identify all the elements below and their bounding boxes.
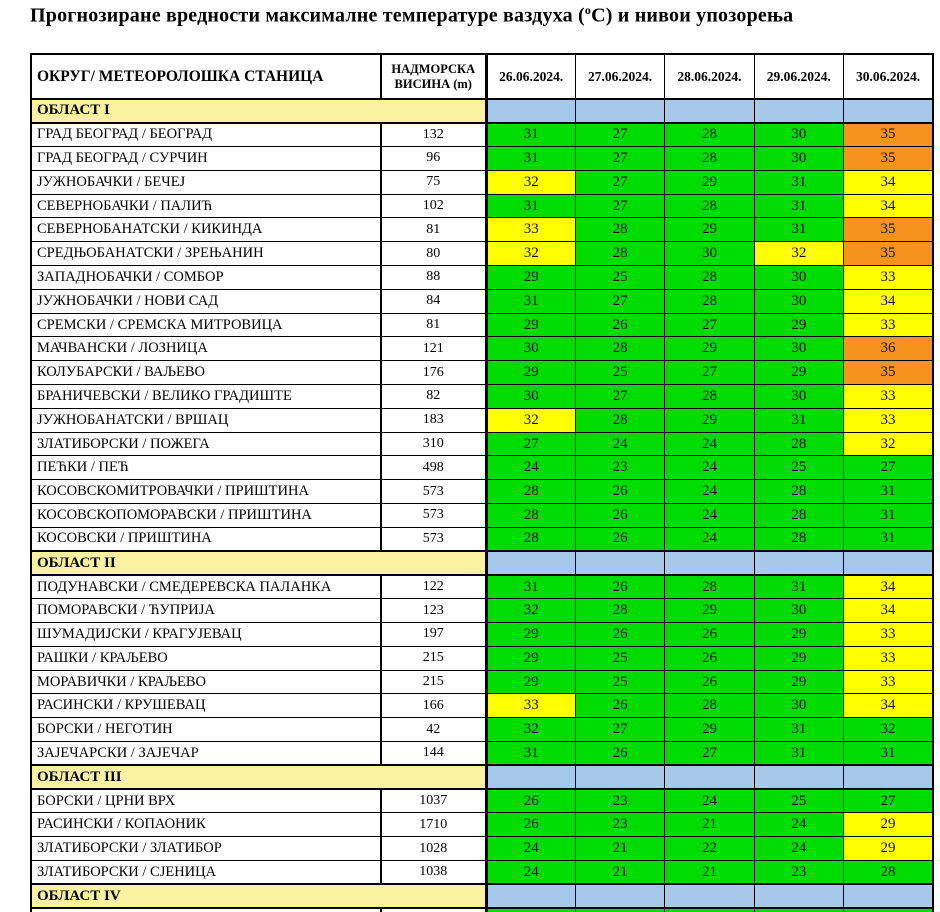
temp-cell: 29 bbox=[754, 670, 843, 694]
temp-cell: 35 bbox=[844, 242, 933, 266]
table-row bbox=[31, 170, 933, 194]
temp-cell: 25 bbox=[754, 789, 843, 813]
temp-cell: 26 bbox=[575, 742, 664, 766]
table-body bbox=[31, 99, 933, 912]
temp-cell: 28 bbox=[575, 242, 664, 266]
temp-cell: 31 bbox=[754, 718, 843, 742]
temp-cell: 35 bbox=[844, 147, 933, 171]
station-cell: РАСИНСКИ / КРУШЕВАЦ bbox=[31, 694, 381, 718]
temp-cell: 31 bbox=[754, 194, 843, 218]
temp-cell: 36 bbox=[844, 337, 933, 361]
temp-cell: 27 bbox=[665, 313, 754, 337]
page-title bbox=[30, 3, 935, 28]
altitude-cell: 81 bbox=[381, 218, 486, 242]
temp-cell: 28 bbox=[754, 480, 843, 504]
temp-cell: 28 bbox=[665, 123, 754, 147]
temp-cell: 25 bbox=[575, 646, 664, 670]
temp-cell: 29 bbox=[754, 646, 843, 670]
station-cell: СРЕДЊОБАНАТСКИ / ЗРЕЊАНИН bbox=[31, 242, 381, 266]
temp-cell: 31 bbox=[754, 742, 843, 766]
temp-cell: 31 bbox=[754, 575, 843, 599]
temp-cell: 26 bbox=[575, 694, 664, 718]
station-cell: БОРСКИ / ЦРНИ ВРХ bbox=[31, 789, 381, 813]
temp-cell: 27 bbox=[575, 289, 664, 313]
temp-cell: 27 bbox=[844, 789, 933, 813]
temp-cell: 30 bbox=[754, 147, 843, 171]
temp-cell: 31 bbox=[754, 408, 843, 432]
temp-cell: 26 bbox=[575, 504, 664, 528]
temp-cell: 35 bbox=[844, 218, 933, 242]
temp-cell: 28 bbox=[575, 599, 664, 623]
table-row bbox=[31, 218, 933, 242]
temp-cell: 32 bbox=[486, 170, 575, 194]
temp-cell: 24 bbox=[754, 813, 843, 837]
section-date-cell bbox=[665, 765, 754, 789]
temp-cell: 32 bbox=[486, 599, 575, 623]
temp-cell: 27 bbox=[486, 432, 575, 456]
station-cell: ПОМОРАВСКИ / ЋУПРИЈА bbox=[31, 599, 381, 623]
section-label: ОБЛАСТ I bbox=[31, 99, 486, 123]
temp-cell: 29 bbox=[665, 408, 754, 432]
table-row bbox=[31, 480, 933, 504]
temp-cell: 33 bbox=[844, 408, 933, 432]
altitude-cell: 75 bbox=[381, 170, 486, 194]
temp-cell: 35 bbox=[844, 123, 933, 147]
altitude-cell: 81 bbox=[381, 313, 486, 337]
temp-cell: 33 bbox=[844, 266, 933, 290]
table-row bbox=[31, 313, 933, 337]
station-cell: СРЕМСКИ / СРЕМСКА МИТРОВИЦА bbox=[31, 313, 381, 337]
table-row bbox=[31, 789, 933, 813]
temp-cell: 31 bbox=[486, 123, 575, 147]
station-cell: КОСОВСКОПОМОРАВСКИ / ПРИШТИНА bbox=[31, 504, 381, 528]
station-cell: РАШКИ / КРАЉЕВО bbox=[31, 646, 381, 670]
temp-cell: 34 bbox=[844, 599, 933, 623]
temp-cell: 31 bbox=[754, 218, 843, 242]
temp-cell: 30 bbox=[486, 337, 575, 361]
station-cell: БОРСКИ / НЕГОТИН bbox=[31, 718, 381, 742]
date-column-header: 28.06.2024. bbox=[665, 54, 754, 99]
table-row bbox=[31, 861, 933, 885]
temp-cell: 27 bbox=[575, 170, 664, 194]
altitude-cell: 122 bbox=[381, 575, 486, 599]
temp-cell: 28 bbox=[486, 504, 575, 528]
section-date-cell bbox=[844, 765, 933, 789]
station-cell: СЕВЕРНОБАНАТСКИ / КИКИНДА bbox=[31, 218, 381, 242]
temp-cell: 28 bbox=[486, 527, 575, 551]
temp-cell: 26 bbox=[575, 313, 664, 337]
altitude-cell: 88 bbox=[381, 266, 486, 290]
temp-cell: 26 bbox=[575, 575, 664, 599]
temp-cell: 26 bbox=[575, 623, 664, 647]
table-header bbox=[31, 54, 933, 99]
table-row bbox=[31, 408, 933, 432]
temp-cell: 25 bbox=[575, 266, 664, 290]
altitude-cell: 573 bbox=[381, 527, 486, 551]
temp-cell: 28 bbox=[665, 385, 754, 409]
temp-cell: 28 bbox=[665, 194, 754, 218]
altitude-cell: 123 bbox=[381, 599, 486, 623]
temp-cell: 28 bbox=[665, 289, 754, 313]
temp-cell: 34 bbox=[844, 170, 933, 194]
temp-cell bbox=[754, 908, 843, 912]
temp-cell: 28 bbox=[575, 218, 664, 242]
date-column-header: 30.06.2024. bbox=[844, 54, 933, 99]
temp-cell: 23 bbox=[575, 813, 664, 837]
altitude-cell: 42 bbox=[381, 718, 486, 742]
table-row bbox=[31, 646, 933, 670]
table-row bbox=[31, 813, 933, 837]
section-date-cell bbox=[754, 99, 843, 123]
section-label: ОБЛАСТ III bbox=[31, 765, 486, 789]
temp-cell: 27 bbox=[665, 742, 754, 766]
temp-cell: 27 bbox=[665, 361, 754, 385]
altitude-cell: 1037 bbox=[381, 789, 486, 813]
temp-cell: 33 bbox=[844, 670, 933, 694]
temp-cell: 31 bbox=[844, 527, 933, 551]
temp-cell bbox=[486, 908, 575, 912]
station-cell: СЕВЕРНОБАЧКИ / ПАЛИЋ bbox=[31, 194, 381, 218]
temp-cell: 29 bbox=[665, 218, 754, 242]
altitude-header-line2: ВИСИНА (m) bbox=[394, 76, 472, 91]
temp-cell: 30 bbox=[754, 289, 843, 313]
temp-cell: 24 bbox=[665, 789, 754, 813]
table-row bbox=[31, 504, 933, 528]
temp-cell: 24 bbox=[486, 861, 575, 885]
station-cell: ЈУЖНОБАЧКИ / НОВИ САД bbox=[31, 289, 381, 313]
altitude-cell: 197 bbox=[381, 623, 486, 647]
temp-cell: 33 bbox=[486, 694, 575, 718]
station-cell: КОСОВСКИ / ПРИШТИНА bbox=[31, 527, 381, 551]
station-cell: ЗАЈЕЧАРСКИ / ЗАЈЕЧАР bbox=[31, 742, 381, 766]
table-row bbox=[31, 266, 933, 290]
date-column-header: 26.06.2024. bbox=[486, 54, 575, 99]
table-row bbox=[31, 337, 933, 361]
temp-cell: 29 bbox=[486, 670, 575, 694]
station-cell bbox=[31, 908, 381, 912]
section-date-cell bbox=[486, 551, 575, 575]
header-row bbox=[31, 54, 933, 99]
section-date-cell bbox=[754, 884, 843, 908]
altitude-cell: 82 bbox=[381, 385, 486, 409]
temp-cell: 32 bbox=[844, 718, 933, 742]
section-date-cell bbox=[575, 884, 664, 908]
temp-cell: 27 bbox=[575, 123, 664, 147]
temp-cell: 30 bbox=[754, 337, 843, 361]
section-date-cell bbox=[665, 884, 754, 908]
temp-cell: 31 bbox=[486, 194, 575, 218]
temp-cell bbox=[844, 908, 933, 912]
section-row bbox=[31, 551, 933, 575]
temp-cell: 30 bbox=[754, 599, 843, 623]
temp-cell: 29 bbox=[754, 313, 843, 337]
temp-cell: 26 bbox=[486, 813, 575, 837]
temp-cell: 22 bbox=[665, 837, 754, 861]
table-row bbox=[31, 147, 933, 171]
date-column-header: 29.06.2024. bbox=[754, 54, 843, 99]
table-row bbox=[31, 575, 933, 599]
temp-cell: 24 bbox=[486, 837, 575, 861]
section-label: ОБЛАСТ II bbox=[31, 551, 486, 575]
temp-cell: 29 bbox=[486, 313, 575, 337]
temp-cell: 26 bbox=[665, 670, 754, 694]
temp-cell: 24 bbox=[754, 837, 843, 861]
temp-cell: 24 bbox=[665, 480, 754, 504]
station-cell: ЗЛАТИБОРСКИ / ЗЛАТИБОР bbox=[31, 837, 381, 861]
section-date-cell bbox=[844, 884, 933, 908]
temp-cell: 31 bbox=[844, 480, 933, 504]
temp-cell: 30 bbox=[486, 385, 575, 409]
temp-cell: 28 bbox=[665, 266, 754, 290]
temp-cell: 29 bbox=[486, 266, 575, 290]
temp-cell: 28 bbox=[665, 694, 754, 718]
temp-cell: 34 bbox=[844, 694, 933, 718]
date-column-header: 27.06.2024. bbox=[575, 54, 664, 99]
temp-cell: 28 bbox=[844, 861, 933, 885]
temp-cell: 31 bbox=[486, 147, 575, 171]
altitude-header-line1: НАДМОРСКА bbox=[391, 61, 476, 76]
section-date-cell bbox=[575, 551, 664, 575]
temp-cell: 27 bbox=[844, 456, 933, 480]
table-row bbox=[31, 837, 933, 861]
section-row bbox=[31, 99, 933, 123]
temp-cell: 25 bbox=[575, 670, 664, 694]
altitude-cell: 1028 bbox=[381, 837, 486, 861]
table-row bbox=[31, 527, 933, 551]
section-date-cell bbox=[665, 551, 754, 575]
temp-cell: 31 bbox=[486, 289, 575, 313]
altitude-cell: 144 bbox=[381, 742, 486, 766]
temp-cell: 27 bbox=[575, 718, 664, 742]
temp-cell: 27 bbox=[575, 147, 664, 171]
altitude-cell: 1038 bbox=[381, 861, 486, 885]
partial-row bbox=[31, 908, 933, 912]
section-date-cell bbox=[486, 99, 575, 123]
temp-cell: 21 bbox=[575, 861, 664, 885]
temp-cell: 21 bbox=[575, 837, 664, 861]
station-cell: ЈУЖНОБАНАТСКИ / ВРШАЦ bbox=[31, 408, 381, 432]
table-row bbox=[31, 194, 933, 218]
temp-cell: 28 bbox=[665, 147, 754, 171]
temp-cell: 26 bbox=[575, 527, 664, 551]
temp-cell: 27 bbox=[575, 385, 664, 409]
station-cell: ЗАПАДНОБАЧКИ / СОМБОР bbox=[31, 266, 381, 290]
temp-cell: 21 bbox=[665, 813, 754, 837]
temp-cell: 31 bbox=[754, 170, 843, 194]
temp-cell: 33 bbox=[844, 623, 933, 647]
temp-cell: 29 bbox=[754, 623, 843, 647]
temp-cell: 34 bbox=[844, 575, 933, 599]
station-cell: ШУМАДИЈСКИ / КРАГУЈЕВАЦ bbox=[31, 623, 381, 647]
altitude-cell: 215 bbox=[381, 670, 486, 694]
degree-superscript: о bbox=[584, 3, 592, 17]
table-row bbox=[31, 242, 933, 266]
table-row bbox=[31, 385, 933, 409]
temp-cell: 24 bbox=[486, 456, 575, 480]
station-column-header: ОКРУГ/ МЕТЕОРОЛОШКА СТАНИЦА bbox=[31, 54, 381, 99]
station-cell: ПЕЋКИ / ПЕЋ bbox=[31, 456, 381, 480]
temp-cell: 24 bbox=[665, 456, 754, 480]
temp-cell: 30 bbox=[754, 123, 843, 147]
table-row bbox=[31, 670, 933, 694]
table-row bbox=[31, 456, 933, 480]
table-row bbox=[31, 718, 933, 742]
temp-cell: 24 bbox=[665, 504, 754, 528]
altitude-cell: 102 bbox=[381, 194, 486, 218]
temp-cell: 29 bbox=[486, 646, 575, 670]
temp-cell: 29 bbox=[844, 837, 933, 861]
temp-cell: 28 bbox=[575, 408, 664, 432]
temp-cell: 21 bbox=[665, 861, 754, 885]
section-row bbox=[31, 765, 933, 789]
temp-cell: 29 bbox=[665, 337, 754, 361]
temp-cell: 29 bbox=[486, 623, 575, 647]
station-cell: КОЛУБАРСКИ / ВАЉЕВО bbox=[31, 361, 381, 385]
table-row bbox=[31, 123, 933, 147]
temp-cell: 32 bbox=[486, 718, 575, 742]
temp-cell: 29 bbox=[665, 599, 754, 623]
temp-cell bbox=[665, 908, 754, 912]
temp-cell: 31 bbox=[486, 575, 575, 599]
temp-cell: 23 bbox=[575, 789, 664, 813]
temp-cell: 30 bbox=[665, 242, 754, 266]
station-cell: МОРАВИЧКИ / КРАЉЕВО bbox=[31, 670, 381, 694]
altitude-cell bbox=[381, 908, 486, 912]
temp-cell: 25 bbox=[575, 361, 664, 385]
station-cell: МАЧВАНСКИ / ЛОЗНИЦА bbox=[31, 337, 381, 361]
table-row bbox=[31, 623, 933, 647]
table-row bbox=[31, 289, 933, 313]
temp-cell: 28 bbox=[665, 575, 754, 599]
station-cell: ЗЛАТИБОРСКИ / СЈЕНИЦА bbox=[31, 861, 381, 885]
altitude-cell: 183 bbox=[381, 408, 486, 432]
section-date-cell bbox=[844, 99, 933, 123]
temp-cell: 29 bbox=[665, 170, 754, 194]
table-row bbox=[31, 694, 933, 718]
temp-cell: 30 bbox=[754, 694, 843, 718]
temp-cell: 28 bbox=[754, 432, 843, 456]
temp-cell: 31 bbox=[486, 742, 575, 766]
temp-cell: 33 bbox=[844, 385, 933, 409]
section-date-cell bbox=[754, 551, 843, 575]
altitude-cell: 166 bbox=[381, 694, 486, 718]
temp-cell: 34 bbox=[844, 194, 933, 218]
temp-cell: 23 bbox=[754, 861, 843, 885]
page-title-text: Прогнозиране вредности максималне температуре ваздуха ( bbox=[30, 4, 585, 27]
temp-cell: 28 bbox=[486, 480, 575, 504]
temp-cell: 28 bbox=[754, 527, 843, 551]
station-cell: ГРАД БЕОГРАД / СУРЧИН bbox=[31, 147, 381, 171]
section-label: ОБЛАСТ IV bbox=[31, 884, 486, 908]
temp-cell: 32 bbox=[754, 242, 843, 266]
temp-cell: 33 bbox=[844, 313, 933, 337]
altitude-column-header bbox=[381, 54, 486, 99]
table-row bbox=[31, 742, 933, 766]
temp-cell: 31 bbox=[844, 742, 933, 766]
temp-cell: 24 bbox=[665, 432, 754, 456]
altitude-cell: 573 bbox=[381, 480, 486, 504]
temp-cell: 30 bbox=[754, 266, 843, 290]
altitude-cell: 573 bbox=[381, 504, 486, 528]
altitude-cell: 1710 bbox=[381, 813, 486, 837]
temp-cell: 34 bbox=[844, 289, 933, 313]
temp-cell: 33 bbox=[844, 646, 933, 670]
section-row bbox=[31, 884, 933, 908]
temp-cell: 29 bbox=[665, 718, 754, 742]
altitude-cell: 498 bbox=[381, 456, 486, 480]
section-date-cell bbox=[486, 884, 575, 908]
temp-cell bbox=[575, 908, 664, 912]
altitude-cell: 132 bbox=[381, 123, 486, 147]
section-date-cell bbox=[665, 99, 754, 123]
temp-cell: 24 bbox=[575, 432, 664, 456]
temp-cell: 25 bbox=[754, 456, 843, 480]
station-cell: КОСОВСКОМИТРОВАЧКИ / ПРИШТИНА bbox=[31, 480, 381, 504]
altitude-cell: 310 bbox=[381, 432, 486, 456]
temp-cell: 24 bbox=[665, 527, 754, 551]
temp-cell: 23 bbox=[575, 456, 664, 480]
temp-cell: 29 bbox=[754, 361, 843, 385]
table-row bbox=[31, 432, 933, 456]
forecast-table-wrapper bbox=[30, 53, 936, 912]
temp-cell: 29 bbox=[486, 361, 575, 385]
temp-cell: 31 bbox=[844, 504, 933, 528]
section-date-cell bbox=[575, 99, 664, 123]
temp-cell: 29 bbox=[844, 813, 933, 837]
temp-cell: 26 bbox=[665, 646, 754, 670]
station-cell: ЗЛАТИБОРСКИ / ПОЖЕГА bbox=[31, 432, 381, 456]
table-row bbox=[31, 361, 933, 385]
temp-cell: 35 bbox=[844, 361, 933, 385]
temp-cell: 28 bbox=[575, 337, 664, 361]
table-row bbox=[31, 599, 933, 623]
altitude-cell: 215 bbox=[381, 646, 486, 670]
forecast-table bbox=[30, 53, 934, 912]
altitude-cell: 121 bbox=[381, 337, 486, 361]
section-date-cell bbox=[575, 765, 664, 789]
station-cell: БРАНИЧЕВСКИ / ВЕЛИКО ГРАДИШТЕ bbox=[31, 385, 381, 409]
temp-cell: 27 bbox=[575, 194, 664, 218]
station-cell: ПОДУНАВСКИ / СМЕДЕРЕВСКА ПАЛАНКА bbox=[31, 575, 381, 599]
altitude-cell: 80 bbox=[381, 242, 486, 266]
section-date-cell bbox=[486, 765, 575, 789]
altitude-cell: 96 bbox=[381, 147, 486, 171]
station-cell: РАСИНСКИ / КОПАОНИК bbox=[31, 813, 381, 837]
station-cell: ГРАД БЕОГРАД / БЕОГРАД bbox=[31, 123, 381, 147]
temp-cell: 28 bbox=[754, 504, 843, 528]
altitude-cell: 176 bbox=[381, 361, 486, 385]
station-cell: ЈУЖНОБАЧКИ / БЕЧЕЈ bbox=[31, 170, 381, 194]
temp-cell: 33 bbox=[486, 218, 575, 242]
temp-cell: 32 bbox=[486, 408, 575, 432]
temp-cell: 26 bbox=[665, 623, 754, 647]
temp-cell: 32 bbox=[844, 432, 933, 456]
temp-cell: 26 bbox=[575, 480, 664, 504]
page-title-text-end: C) и нивои упозорења bbox=[591, 4, 794, 27]
section-date-cell bbox=[844, 551, 933, 575]
temp-cell: 30 bbox=[754, 385, 843, 409]
section-date-cell bbox=[754, 765, 843, 789]
altitude-cell: 84 bbox=[381, 289, 486, 313]
temp-cell: 32 bbox=[486, 242, 575, 266]
temp-cell: 26 bbox=[486, 789, 575, 813]
